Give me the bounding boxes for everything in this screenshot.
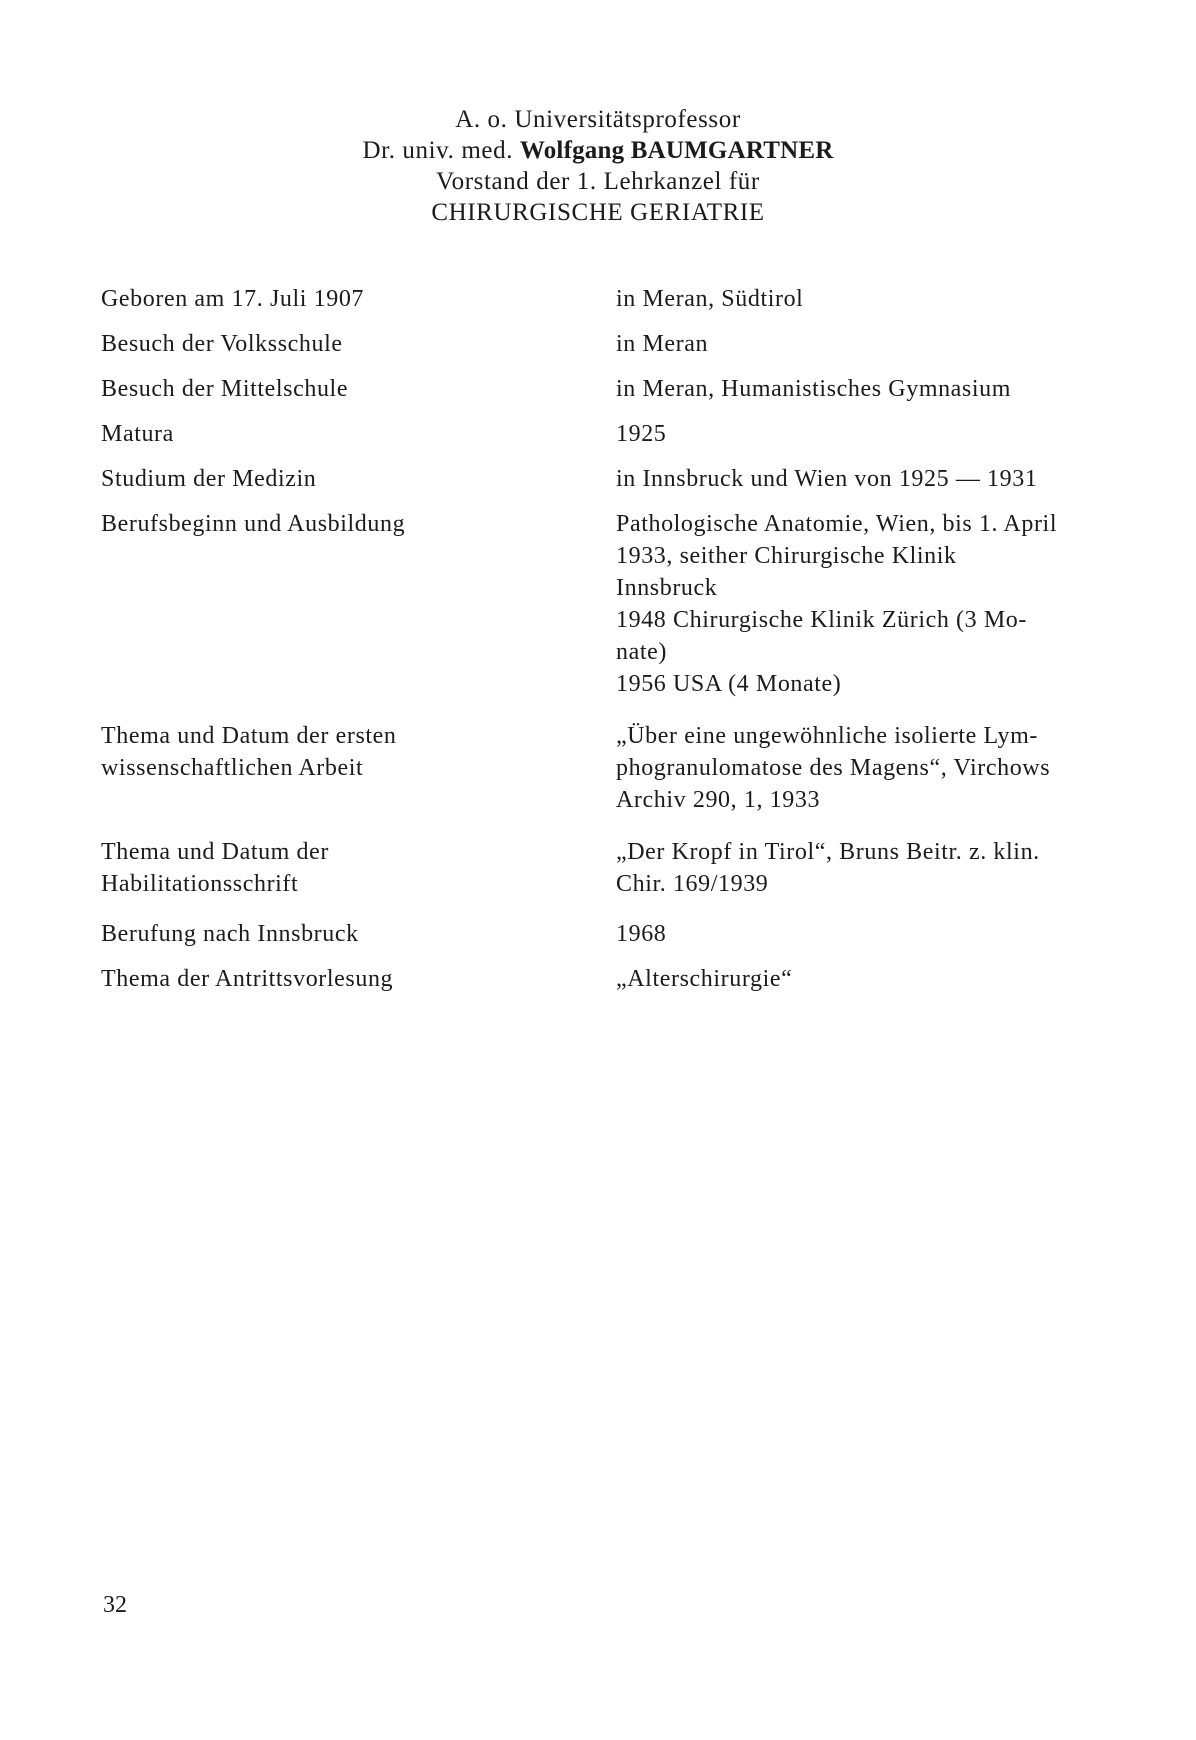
- cv-row-first-publication: [101, 720, 1101, 836]
- curriculum-vitae: [101, 283, 1101, 1008]
- cv-row-secondary-school: [101, 373, 1101, 418]
- cv-row-medical-studies: [101, 463, 1101, 508]
- cv-row-habilitation: [101, 836, 1101, 918]
- cv-label: Thema der Antrittsvorlesung: [101, 966, 394, 992]
- cv-value: in Meran, Südtirol: [616, 286, 804, 312]
- cv-row-elementary-school: [101, 328, 1101, 373]
- cv-label: Matura: [101, 421, 174, 447]
- cv-value: „Über eine ungewöhnliche isolierte Lym- phogranulomatose des Magens“, Virchows Archiv 290, 1, 1933: [616, 723, 1051, 813]
- cv-row-inaugural-lecture: [101, 963, 1101, 1008]
- cv-value: 1925: [616, 421, 667, 447]
- academic-title: A. o. Universitätsprofessor: [455, 106, 741, 133]
- cv-row-career-training: [101, 508, 1101, 720]
- cv-label: Berufsbeginn und Ausbildung: [101, 511, 406, 537]
- cv-value: in Meran, Humanistisches Gymnasium: [616, 376, 1012, 402]
- page-number: 32: [103, 1592, 127, 1618]
- cv-label: Thema und Datum der ersten wissenschaftlichen Arbeit: [101, 723, 397, 781]
- cv-label: Besuch der Mittelschule: [101, 376, 349, 402]
- cv-label: Besuch der Volksschule: [101, 331, 343, 357]
- position-title: Vorstand der 1. Lehrkanzel für: [436, 168, 760, 195]
- cv-label: Berufung nach Innsbruck: [101, 921, 359, 947]
- cv-value: „Alterschirurgie“: [616, 966, 793, 992]
- cv-value: „Der Kropf in Tirol“, Bruns Beitr. z. klin. Chir. 169/1939: [616, 839, 1040, 897]
- cv-value: Pathologische Anatomie, Wien, bis 1. April 1933, seither Chirurgische Klinik Innsbruck 1948 Chirurgische Klinik Zürich (3 Mo- nate) 1956 USA (4 Monate): [616, 511, 1058, 697]
- cv-value: 1968: [616, 921, 667, 947]
- cv-label: Thema und Datum der Habilitationsschrift: [101, 839, 329, 897]
- person-name: Wolfgang BAUMGARTNER: [519, 137, 834, 164]
- cv-value: in Meran: [616, 331, 709, 357]
- page-header: [0, 104, 1196, 228]
- cv-label: Studium der Medizin: [101, 466, 317, 492]
- cv-label: Geboren am 17. Juli 1907: [101, 286, 365, 312]
- cv-row-birth: [101, 283, 1101, 328]
- cv-row-appointment: [101, 918, 1101, 963]
- cv-row-matura: [101, 418, 1101, 463]
- department-name: CHIRURGISCHE GERIATRIE: [431, 199, 765, 226]
- degree: Dr. univ. med.: [362, 137, 520, 164]
- cv-value: in Innsbruck und Wien von 1925 — 1931: [616, 466, 1038, 492]
- person-name-line: [0, 135, 1196, 166]
